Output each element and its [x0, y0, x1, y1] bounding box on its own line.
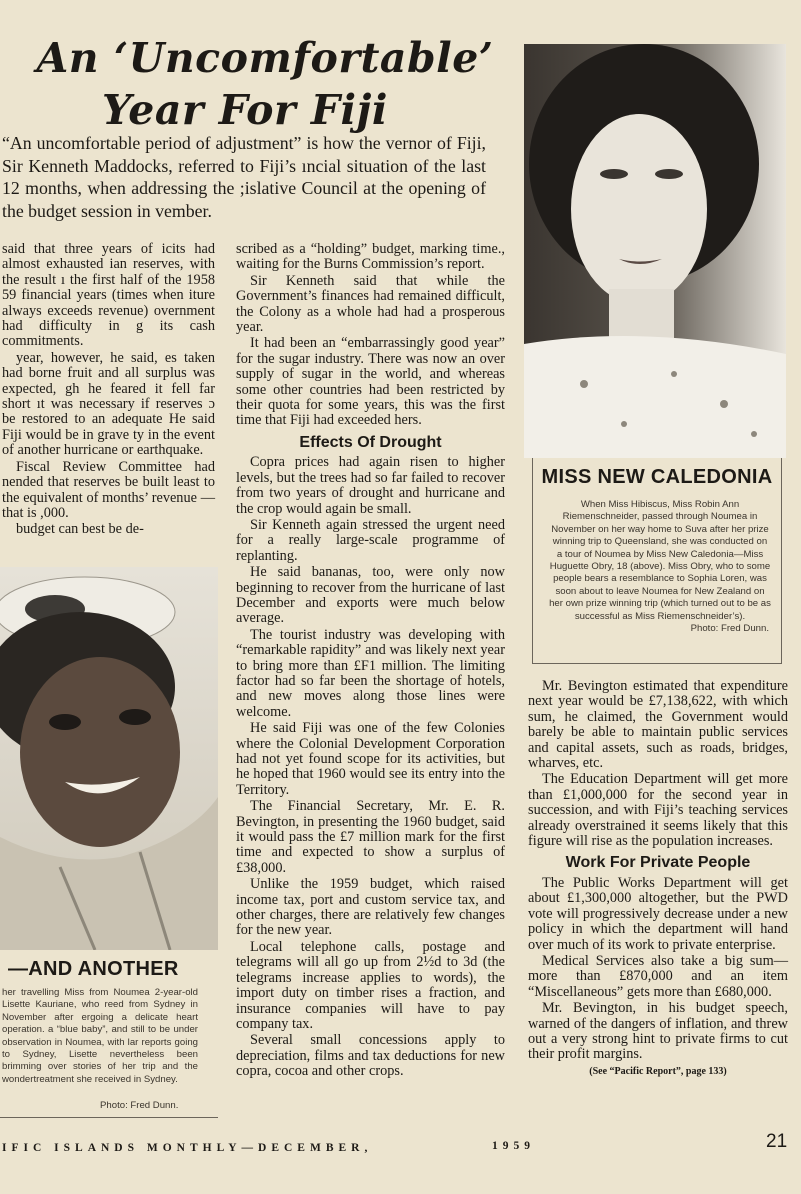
column-3: [528, 679, 788, 1079]
paragraph: He said Fiji was one of the few Colonies where the Colonial Development Corporation had not yet found scope for its activities, but he hoped that 1960 would see its entry into the Territory.: [236, 720, 505, 798]
caption-left-credit: Photo: Fred Dunn.: [100, 1100, 179, 1111]
column-2: [236, 242, 505, 1081]
paragraph: The Financial Secretary, Mr. E. R. Bevington, in presenting the 1960 budget, said it would pass the £7 million mark for the first time and expected to show a surplus of £38,000.: [236, 798, 505, 876]
paragraph: year, however, he said, es taken had borne fruit and all surplus was expected, gh he feared it fell far short ıt was necessary if reserves ɔ be restored to an adequate He said Fiji would be in grave ty in the event of another hurricane or earthquake.: [2, 349, 215, 459]
paragraph: He said bananas, too, were only now beginning to recover from the hurricane of last December and exports were much below average.: [236, 564, 505, 627]
headline-line-1: An ‘Uncomfortable’: [36, 34, 494, 82]
caption-right-box: [532, 458, 782, 664]
paragraph: The Education Department will get more than £1,000,000 for the second year in succession, and with Fiji’s teaching services already overstrained it seems likely that this figure will rise as the population increases.: [528, 771, 788, 850]
photo-miss-new-caledonia: [524, 44, 786, 458]
subheading-drought: Effects Of Drought: [299, 433, 442, 451]
caption-left-text: her travelling Miss from Noumea 2-year-old Lisette Kauriane, who reed from Sydney in November after ergoing a delicate heart operation. a “blue baby”, and still to be under observation in Noumea, with lar reports going to Sydney, Lisette nevertheless been brimming over stories of her trip and the wondertreatment she received in Sydney.: [2, 987, 198, 1085]
paragraph: It had been an “embarrassingly good year” for the sugar industry. There was now an over supply of sugar in the world, and whereas some other countries had been restricted by their quota for some years, this was the first time that Fiji had exceeded hers.: [236, 335, 505, 429]
caption-divider: [0, 1117, 218, 1118]
intro-paragraph: “An uncomfortable period of adjustment” is how the vernor of Fiji, Sir Kenneth Maddocks, referred to Fiji’s ıncial situation of the last 12 months, when addressing the ;islative Council at the opening of the budget session in vember.: [2, 133, 486, 221]
caption-right-title: MISS NEW CALEDONIA: [541, 466, 773, 488]
see-reference: (See “Pacific Report”, page 133): [589, 1065, 727, 1077]
footer-magazine: IFIC ISLANDS MONTHLY—DECEMBER,: [2, 1142, 373, 1154]
paragraph: budget can best be de-: [16, 521, 144, 538]
paragraph: said that three years of icits had almost exhausted ian reserves, with the result ı the first half of the 1958 59 financial years (times when iture always exceeds revenue) overnment had difficulty in g its cash commitments.: [2, 241, 215, 350]
subheading-private: Work For Private People: [565, 854, 751, 872]
headline-line-2: Year For Fiji: [102, 86, 388, 134]
column-1: [2, 242, 215, 539]
paragraph: Copra prices had again risen to higher levels, but the trees had so far failed to recover from two years of drought and hurricane and the crop would again be small.: [236, 454, 505, 517]
paragraph: The tourist industry was developing with “remarkable rapidity” and was likely next year to bring more than £F1 million. The limiting factor had so far been the shortage of hotels, and new moves along those lines were welcome.: [236, 626, 505, 720]
paragraph: The Public Works Department will get about £1,300,000 altogether, but the PWD vote will progressively decrease under a new policy in which the department will hand over much of its work to private enterprise.: [528, 874, 788, 953]
paragraph: Unlike the 1959 budget, which raised income tax, port and custom service tax, and other charges, there are relatively few changes for the new year.: [236, 876, 505, 939]
paragraph: Local telephone calls, postage and telegrams will all go up from 2½d to 3d (the telegrams increase applies to words), the import duty on timber rises a fraction, and insurance companies will have to pay company tax.: [236, 938, 505, 1032]
paragraph: Fiscal Review Committee had nended that reserves be built least to the equivalent of months’ revenue — that is ,000.: [2, 458, 215, 521]
footer-year: 1959: [492, 1140, 535, 1152]
paragraph: Mr. Bevington, in his budget speech, warned of the dangers of inflation, and threw out a very strong hint to private firms to cut their profit margins.: [528, 1000, 788, 1063]
paragraph: Medical Services also take a big sum—more than £870,000 and an item “Miscellaneous” gets more than £680,000.: [528, 952, 788, 1000]
page-number: 21: [766, 1131, 788, 1152]
paragraph: Several small concessions apply to depreciation, films and tax deductions for new copra, cocoa and other crops.: [236, 1032, 505, 1080]
caption-right-credit: Photo: Fred Dunn.: [690, 623, 769, 635]
caption-right-text: When Miss Hibiscus, Miss Robin Ann Riemenschneider, passed through Noumea in November on her way home to Suva after her prize winning trip to Queensland, she was conducted on a tour of Noumea by Miss New Caledonia—Miss Huguette Obry, 18 (above). Miss Obry, who to some people bears a resemblance to Sophia Loren, was soon about to leave Noumea for New Zealand on her own prize winning trip (which turned out to be as successful as Miss Riemenschneider’s).: [549, 499, 771, 622]
photo-girl: [0, 567, 218, 950]
caption-left-title: —AND ANOTHER: [8, 958, 179, 980]
paragraph: Sir Kenneth said that while the Government’s finances had remained difficult, the Colony as a whole had had a prosperous year.: [236, 272, 505, 336]
paragraph: Mr. Bevington estimated that expenditure next year would be £7,138,622, with which sum, he claimed, the Government would barely be able to maintain public services and capital assets, such as roads, bridges, wharves, etc.: [528, 678, 788, 772]
paragraph: Sir Kenneth again stressed the urgent need for a really large-scale programme of replanting.: [236, 516, 505, 564]
paragraph: scribed as a “holding” budget, marking time., waiting for the Burns Commission’s report.: [236, 241, 505, 273]
